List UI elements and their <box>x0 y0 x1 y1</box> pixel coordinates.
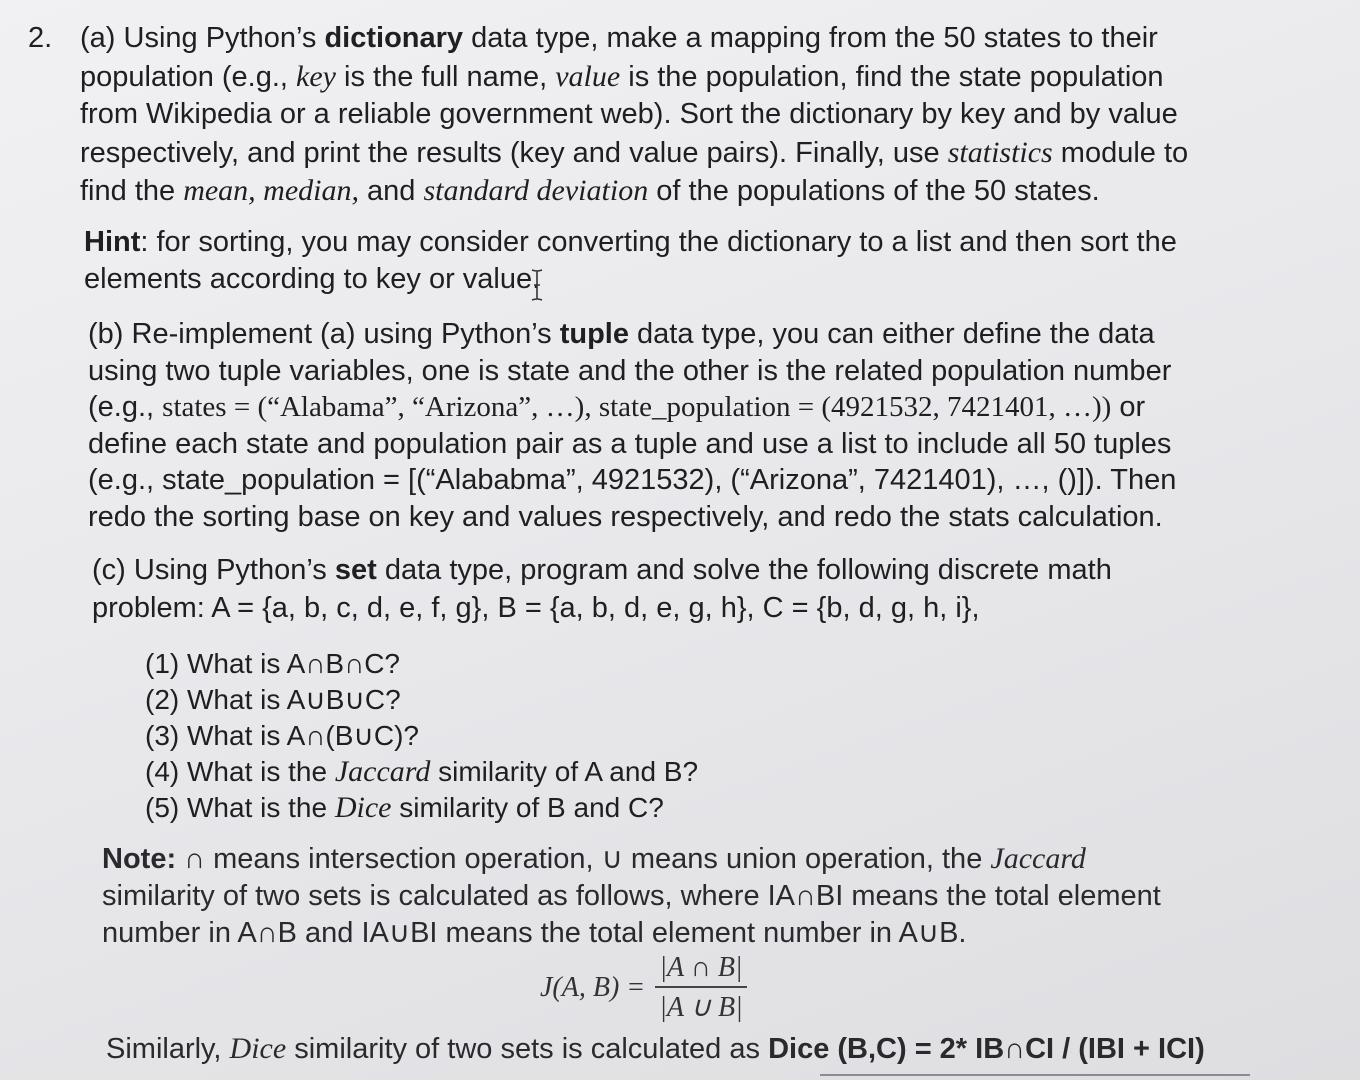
part-b-line-4: define each state and population pair as a tuple and use a list to include all 50 tuples <box>88 427 1172 460</box>
note-paragraph: Note: ∩ means intersection operation, ∪ means union operation, the Jaccard similarity of two sets is calculated as follows, where IA∩BI means the total element number in A∩B and IA∪BI means the total element number in A∪B. <box>102 840 1161 952</box>
part-c-paragraph: (c) Using Python’s set data type, program and solve the following discrete math problem: A = {a, b, c, d, e, f, g}, B = {a, b, d, e, g, h}, C = {b, d, g, h, i}, <box>92 551 1112 627</box>
question-item: (4) What is the Jaccard similarity of A and B? <box>145 755 699 788</box>
tuple-keyword: tuple <box>559 318 629 350</box>
part-a-paragraph <box>80 20 1188 211</box>
dictionary-keyword: dictionary <box>324 22 464 54</box>
dice-paragraph: Similarly, Dice similarity of two sets is calculated as Dice (B,C) = 2* IB∩CI / (IBI + ICI) <box>106 1032 1205 1065</box>
jaccard-formula <box>540 952 747 1024</box>
formula-fraction <box>655 952 747 1024</box>
part-a-line-3: from Wikipedia or a reliable government web). Sort the dictionary by key and by value <box>80 98 1178 130</box>
part-b-line-3: (e.g., states = (“Alabama”, “Arizona”, …), state_population = (4921532, 7421401, …)) or <box>88 391 1146 423</box>
question-number: 2. <box>28 22 53 54</box>
part-b-paragraph: (b) Re-implement (a) using Python’s tuple data type, you can either define the data using two tuple variables, one is state and the other is the related population number (e.g., states = (“Alabama”, “Arizona”, …), state_population = (4921532, 7421401, …)) or define each state and population pair as a tuple and use a list to include all 50 tuples (e.g., state_population = [(“Alababma”, 4921532), (“Arizona”, 7421401), …, ()]). Then redo the sorting base on key and values respectively, and redo the stats calculation. <box>88 316 1176 535</box>
question-item: (1) What is A∩B∩C? <box>145 648 400 679</box>
bottom-rule <box>820 1074 1250 1076</box>
questions-list <box>145 646 698 826</box>
formula-numerator: |A ∩ B| <box>659 952 743 983</box>
set-keyword: set <box>334 554 377 586</box>
part-b-line-2: using two tuple variables, one is state and the other is the related population number <box>88 354 1172 387</box>
note-line-3: number in A∩B and IA∪BI means the total element number in A∪B. <box>102 917 967 949</box>
hint-line-2: elements according to key or value. <box>84 263 541 295</box>
part-a-line-5: find the mean, median, and standard deviation of the populations of the 50 states. <box>80 174 1100 207</box>
question-item: (3) What is A∩(B∪C)? <box>145 720 419 751</box>
question-item: (5) What is the Dice similarity of B and C? <box>145 791 664 824</box>
text-cursor-icon <box>530 268 544 302</box>
formula-lhs: J(A, B) = <box>540 972 646 1003</box>
question-item: (2) What is A∪B∪C? <box>145 684 401 715</box>
hint-paragraph: Hint: for sorting, you may consider converting the dictionary to a list and then sort the elements according to key or value. <box>84 224 1177 298</box>
part-c-line-2: problem: A = {a, b, c, d, e, f, g}, B = {a, b, d, e, g, h}, C = {b, d, g, h, i}, <box>92 592 980 624</box>
hint-label: Hint <box>84 226 141 258</box>
part-a-line-2: population (e.g., key is the full name, value is the population, find the state population <box>80 59 1164 93</box>
note-line-2: similarity of two sets is calculated as follows, where IA∩BI means the total element <box>102 880 1161 912</box>
note-label: Note: <box>102 843 177 875</box>
part-a-line-4: respectively, and print the results (key and value pairs). Finally, use statistics module to <box>80 135 1189 169</box>
part-b-line-5: (e.g., state_population = [(“Alababma”, 4921532), (“Arizona”, 7421401), …, ()]). Then <box>88 464 1177 496</box>
dice-formula: Dice (B,C) = 2* IB∩CI / (IBI + ICI) <box>768 1033 1205 1065</box>
part-a-line-1: (a) Using Python’s dictionary data type, make a mapping from the 50 states to their <box>80 22 1158 54</box>
formula-denominator: |A ∪ B| <box>659 992 743 1023</box>
part-b-line-6: redo the sorting base on key and values respectively, and redo the stats calculation. <box>88 500 1163 533</box>
